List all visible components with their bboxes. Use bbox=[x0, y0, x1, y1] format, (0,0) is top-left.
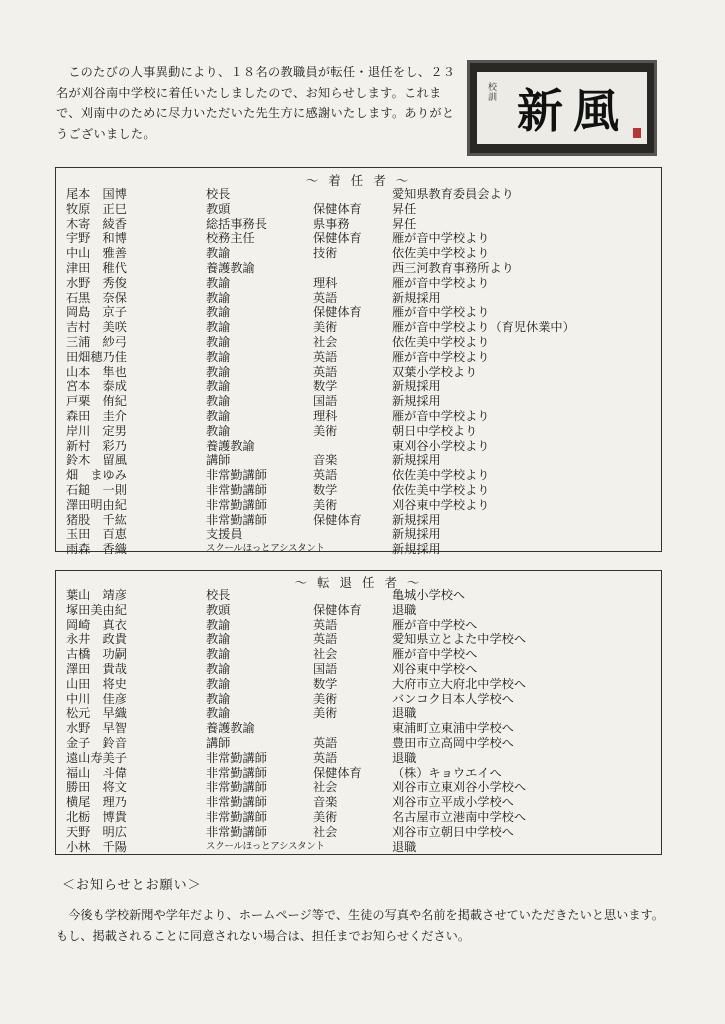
staff-note: 刈谷市立朝日中学校へ bbox=[392, 824, 514, 839]
staff-row bbox=[66, 187, 653, 202]
staff-position: 非常勤講師 bbox=[206, 497, 267, 512]
staff-subject: 保健体育 bbox=[313, 512, 362, 527]
staff-position: 校務主任 bbox=[206, 231, 255, 246]
staff-position: スクールほっとアシスタント bbox=[206, 543, 325, 555]
staff-subject: 美術 bbox=[313, 809, 338, 824]
staff-note: 新規採用 bbox=[392, 394, 441, 409]
staff-note: 新規採用 bbox=[392, 290, 441, 305]
staff-name: 塚田美由紀 bbox=[66, 602, 127, 617]
staff-position: 非常勤講師 bbox=[206, 809, 267, 824]
staff-note: バンコク日本人学校へ bbox=[392, 691, 514, 706]
staff-subject: 英語 bbox=[313, 617, 338, 632]
staff-position: 教諭 bbox=[206, 349, 231, 364]
staff-name: 永井 政貴 bbox=[66, 632, 127, 647]
school-motto-logo bbox=[467, 60, 657, 156]
staff-name: 吉村 美咲 bbox=[66, 320, 127, 335]
staff-name: 岡崎 真衣 bbox=[66, 617, 127, 632]
staff-note: 雁が音中学校へ bbox=[392, 617, 478, 632]
staff-name: 古橋 功嗣 bbox=[66, 647, 127, 662]
staff-row bbox=[66, 825, 653, 840]
staff-position: 講師 bbox=[206, 735, 231, 750]
staff-note: 亀城小学校へ bbox=[392, 588, 466, 602]
staff-position: 養護教諭 bbox=[206, 721, 255, 736]
staff-position: 校長 bbox=[206, 588, 231, 602]
staff-row bbox=[66, 350, 653, 365]
staff-name: 尾本 国博 bbox=[66, 187, 127, 201]
notice-text: 今後も学校新聞や学年だより、ホームページ等で、生徒の写真や名前を掲載させていただきたいと思います。もし、掲載されることに同意されない場合は、担任までお知らせください。 bbox=[56, 908, 664, 943]
staff-position: 教諭 bbox=[206, 661, 231, 676]
seal-stamp bbox=[633, 128, 641, 138]
staff-position: 教諭 bbox=[206, 246, 231, 261]
staff-name: 新村 彩乃 bbox=[66, 438, 127, 453]
staff-position: 養護教諭 bbox=[206, 260, 255, 275]
staff-name: 北栃 博貴 bbox=[66, 809, 127, 824]
arrivals-box bbox=[55, 167, 662, 557]
staff-subject: 美術 bbox=[313, 691, 338, 706]
staff-subject: 国語 bbox=[313, 661, 338, 676]
staff-note: 雁が音中学校より bbox=[392, 275, 490, 290]
calligraphy-paper bbox=[477, 72, 647, 144]
staff-name: 勝田 将文 bbox=[66, 780, 127, 795]
staff-note: 昇任 bbox=[392, 201, 417, 216]
staff-row bbox=[66, 662, 653, 677]
staff-position: 支援員 bbox=[206, 527, 243, 542]
staff-subject: 音楽 bbox=[313, 795, 338, 810]
staff-note: 依佐美中学校より bbox=[392, 246, 490, 261]
staff-name: 岡島 京子 bbox=[66, 305, 127, 320]
staff-subject: 理科 bbox=[313, 275, 338, 290]
staff-subject: 英語 bbox=[313, 290, 338, 305]
staff-subject: 美術 bbox=[313, 423, 338, 438]
staff-row bbox=[66, 468, 653, 483]
staff-subject: 技術 bbox=[313, 246, 338, 261]
staff-position: 教諭 bbox=[206, 290, 231, 305]
staff-name: 岸川 定男 bbox=[66, 423, 127, 438]
staff-row bbox=[66, 379, 653, 394]
staff-row bbox=[66, 647, 653, 662]
staff-position: 教頭 bbox=[206, 201, 231, 216]
staff-note: 新規採用 bbox=[392, 512, 441, 527]
staff-subject: 社会 bbox=[313, 334, 338, 349]
staff-position: 講師 bbox=[206, 453, 231, 468]
staff-position: 養護教諭 bbox=[206, 438, 255, 453]
staff-subject: 社会 bbox=[313, 647, 338, 662]
staff-row bbox=[66, 706, 653, 721]
departures-list bbox=[66, 588, 653, 854]
staff-name: 木寄 綾香 bbox=[66, 216, 127, 231]
staff-note: 刈谷市立平成小学校へ bbox=[392, 795, 514, 810]
staff-subject: 数学 bbox=[313, 676, 338, 691]
staff-row bbox=[66, 246, 653, 261]
staff-note: 昇任 bbox=[392, 216, 417, 231]
staff-note: 双葉小学校より bbox=[392, 364, 478, 379]
staff-name: 石鎚 一則 bbox=[66, 482, 127, 497]
staff-row bbox=[66, 320, 653, 335]
staff-position: 非常勤講師 bbox=[206, 468, 267, 483]
staff-subject: 社会 bbox=[313, 824, 338, 839]
staff-note: 依佐美中学校より bbox=[392, 482, 490, 497]
motto-calligraphy: 新風 bbox=[517, 84, 629, 138]
staff-row bbox=[66, 677, 653, 692]
staff-name: 雨森 香織 bbox=[66, 542, 127, 557]
staff-row bbox=[66, 453, 653, 468]
staff-position: スクールほっとアシスタント bbox=[206, 840, 325, 852]
staff-position: 非常勤講師 bbox=[206, 765, 267, 780]
staff-row bbox=[66, 721, 653, 736]
staff-subject: 英語 bbox=[313, 632, 338, 647]
staff-subject: 保健体育 bbox=[313, 305, 362, 320]
staff-position: 教諭 bbox=[206, 423, 231, 438]
staff-note: 雁が音中学校より（育児休業中） bbox=[392, 320, 575, 335]
staff-row bbox=[66, 780, 653, 795]
staff-note: 豊田市立高岡中学校へ bbox=[392, 735, 514, 750]
staff-row bbox=[66, 692, 653, 707]
staff-position: 非常勤講師 bbox=[206, 750, 267, 765]
staff-note: 退職 bbox=[392, 750, 417, 765]
staff-row bbox=[66, 231, 653, 246]
staff-note: 愛知県教育委員会より bbox=[392, 187, 514, 201]
staff-row bbox=[66, 202, 653, 217]
staff-note: 依佐美中学校より bbox=[392, 334, 490, 349]
staff-position: 教諭 bbox=[206, 706, 231, 721]
staff-note: 東浦町立東浦中学校へ bbox=[392, 721, 514, 736]
staff-subject: 保健体育 bbox=[313, 602, 362, 617]
staff-row bbox=[66, 424, 653, 439]
staff-row bbox=[66, 632, 653, 647]
arrivals-list bbox=[66, 187, 653, 557]
staff-name: 鈴木 留風 bbox=[66, 453, 127, 468]
staff-note: （株）キョウエイへ bbox=[392, 765, 502, 780]
intro-text: このたびの人事異動により、１８名の教職員が転任・退任をし、２３名が刈谷南中学校に着任いたしましたので、お知らせします。これまで、刈南中のために尽力いただいた先生方に感謝いたします。ありがとうございました。 bbox=[56, 65, 456, 141]
staff-subject: 保健体育 bbox=[313, 201, 362, 216]
staff-position: 教諭 bbox=[206, 334, 231, 349]
staff-note: 朝日中学校より bbox=[392, 423, 478, 438]
staff-position: 教諭 bbox=[206, 275, 231, 290]
staff-note: 新規採用 bbox=[392, 527, 441, 542]
staff-note: 大府市立大府北中学校へ bbox=[392, 676, 527, 691]
staff-note: 退職 bbox=[392, 839, 417, 854]
staff-name: 水野 秀俊 bbox=[66, 275, 127, 290]
staff-subject: 保健体育 bbox=[313, 231, 362, 246]
staff-name: 松元 早織 bbox=[66, 706, 127, 721]
staff-position: 非常勤講師 bbox=[206, 824, 267, 839]
staff-name: 遠山寿美子 bbox=[66, 750, 127, 765]
staff-subject: 県事務 bbox=[313, 216, 350, 231]
staff-name: 山田 将史 bbox=[66, 676, 127, 691]
staff-position: 教諭 bbox=[206, 632, 231, 647]
staff-name: 戸栗 侑紀 bbox=[66, 394, 127, 409]
staff-row bbox=[66, 276, 653, 291]
arrivals-title: ～ 着 任 者 ～ bbox=[305, 173, 412, 188]
staff-row bbox=[66, 513, 653, 528]
staff-name: 水野 早智 bbox=[66, 721, 127, 736]
staff-row bbox=[66, 795, 653, 810]
departures-box bbox=[55, 570, 662, 855]
staff-row bbox=[66, 603, 653, 618]
staff-note: 新規採用 bbox=[392, 379, 441, 394]
staff-name: 中川 佳彦 bbox=[66, 691, 127, 706]
staff-row bbox=[66, 618, 653, 633]
staff-note: 依佐美中学校より bbox=[392, 468, 490, 483]
staff-note: 雁が音中学校より bbox=[392, 305, 490, 320]
departures-title: ～ 転 退 任 者 ～ bbox=[294, 575, 423, 590]
staff-row bbox=[66, 736, 653, 751]
staff-position: 校長 bbox=[206, 187, 231, 201]
staff-subject: 社会 bbox=[313, 780, 338, 795]
staff-position: 総括事務長 bbox=[206, 216, 267, 231]
staff-subject: 英語 bbox=[313, 349, 338, 364]
intro-paragraph bbox=[56, 62, 456, 144]
notice-paragraph bbox=[56, 905, 666, 946]
notice-heading: ＜お知らせとお願い＞ bbox=[62, 878, 202, 893]
staff-name: 牧原 正巳 bbox=[66, 201, 127, 216]
staff-row bbox=[66, 766, 653, 781]
staff-subject: 美術 bbox=[313, 706, 338, 721]
staff-subject: 英語 bbox=[313, 468, 338, 483]
staff-position: 教諭 bbox=[206, 647, 231, 662]
staff-subject: 英語 bbox=[313, 735, 338, 750]
staff-name: 田畑穂乃佳 bbox=[66, 349, 127, 364]
staff-position: 教諭 bbox=[206, 617, 231, 632]
staff-position: 非常勤講師 bbox=[206, 780, 267, 795]
staff-name: 石黒 奈保 bbox=[66, 290, 127, 305]
staff-row bbox=[66, 335, 653, 350]
staff-row bbox=[66, 409, 653, 424]
staff-row bbox=[66, 439, 653, 454]
staff-subject: 数学 bbox=[313, 379, 338, 394]
staff-row bbox=[66, 527, 653, 542]
staff-subject: 数学 bbox=[313, 482, 338, 497]
staff-row bbox=[66, 483, 653, 498]
staff-note: 新規採用 bbox=[392, 542, 441, 557]
staff-row bbox=[66, 588, 653, 603]
staff-row bbox=[66, 542, 653, 557]
staff-subject: 英語 bbox=[313, 750, 338, 765]
staff-name: 森田 圭介 bbox=[66, 408, 127, 423]
staff-name: 津田 稚代 bbox=[66, 260, 127, 275]
staff-position: 教諭 bbox=[206, 364, 231, 379]
staff-note: 名古屋市立港南中学校へ bbox=[392, 809, 527, 824]
staff-name: 山本 隼也 bbox=[66, 364, 127, 379]
staff-name: 畑 まゆみ bbox=[66, 468, 127, 483]
staff-position: 教諭 bbox=[206, 379, 231, 394]
staff-note: 新規採用 bbox=[392, 453, 441, 468]
staff-row bbox=[66, 498, 653, 513]
staff-note: 退職 bbox=[392, 706, 417, 721]
staff-name: 三浦 紗弓 bbox=[66, 334, 127, 349]
staff-position: 教諭 bbox=[206, 320, 231, 335]
staff-note: 退職 bbox=[392, 602, 417, 617]
staff-note: 西三河教育事務所より bbox=[392, 260, 514, 275]
staff-name: 澤田明由紀 bbox=[66, 497, 127, 512]
staff-subject: 国語 bbox=[313, 394, 338, 409]
staff-note: 東刈谷小学校より bbox=[392, 438, 490, 453]
staff-position: 教諭 bbox=[206, 691, 231, 706]
staff-position: 非常勤講師 bbox=[206, 795, 267, 810]
staff-position: 教頭 bbox=[206, 602, 231, 617]
staff-note: 刈谷東中学校より bbox=[392, 497, 490, 512]
staff-row bbox=[66, 217, 653, 232]
motto-small-label: 校訓 bbox=[486, 82, 496, 102]
staff-name: 福山 斗偉 bbox=[66, 765, 127, 780]
staff-name: 金子 鈴音 bbox=[66, 735, 127, 750]
staff-position: 教諭 bbox=[206, 676, 231, 691]
staff-row bbox=[66, 394, 653, 409]
staff-name: 宇野 和博 bbox=[66, 231, 127, 246]
staff-subject: 理科 bbox=[313, 408, 338, 423]
staff-subject: 美術 bbox=[313, 320, 338, 335]
staff-name: 天野 明広 bbox=[66, 824, 127, 839]
staff-row bbox=[66, 751, 653, 766]
staff-name: 澤田 貴哉 bbox=[66, 661, 127, 676]
staff-name: 玉田 百恵 bbox=[66, 527, 127, 542]
staff-name: 中山 雅善 bbox=[66, 246, 127, 261]
staff-row bbox=[66, 261, 653, 276]
staff-row bbox=[66, 840, 653, 855]
staff-subject: 美術 bbox=[313, 497, 338, 512]
staff-row bbox=[66, 305, 653, 320]
staff-name: 横尾 理乃 bbox=[66, 795, 127, 810]
staff-note: 雁が音中学校より bbox=[392, 231, 490, 246]
staff-note: 雁が音中学校より bbox=[392, 349, 490, 364]
staff-name: 猪股 千紘 bbox=[66, 512, 127, 527]
staff-position: 教諭 bbox=[206, 408, 231, 423]
staff-subject: 英語 bbox=[313, 364, 338, 379]
staff-name: 宮本 泰成 bbox=[66, 379, 127, 394]
staff-subject: 音楽 bbox=[313, 453, 338, 468]
staff-note: 刈谷市立東刈谷小学校へ bbox=[392, 780, 527, 795]
staff-position: 非常勤講師 bbox=[206, 512, 267, 527]
staff-row bbox=[66, 365, 653, 380]
staff-note: 雁が音中学校より bbox=[392, 408, 490, 423]
staff-name: 小林 千陽 bbox=[66, 839, 127, 854]
staff-subject: 保健体育 bbox=[313, 765, 362, 780]
staff-note: 愛知県立とよた中学校へ bbox=[392, 632, 527, 647]
staff-row bbox=[66, 810, 653, 825]
staff-note: 雁が音中学校へ bbox=[392, 647, 478, 662]
staff-position: 教諭 bbox=[206, 305, 231, 320]
staff-note: 刈谷東中学校へ bbox=[392, 661, 478, 676]
staff-name: 葉山 靖彦 bbox=[66, 588, 127, 602]
staff-position: 教諭 bbox=[206, 394, 231, 409]
staff-position: 非常勤講師 bbox=[206, 482, 267, 497]
staff-row bbox=[66, 291, 653, 306]
